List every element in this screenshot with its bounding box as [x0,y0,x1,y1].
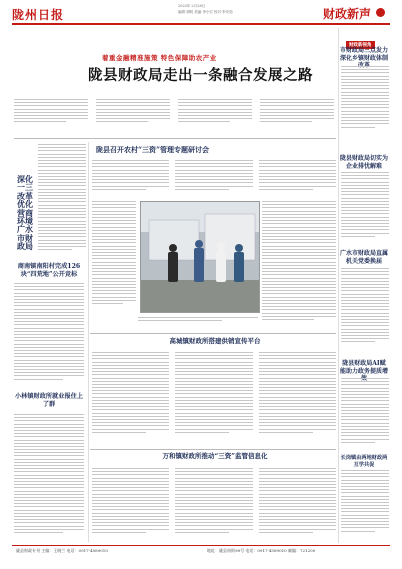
left-body-text-1 [38,144,86,256]
photo-illustration [141,202,259,312]
photo-caption [138,317,258,329]
newspaper-logo: 陇州日报 [12,8,65,22]
feature-body-text [14,99,334,133]
news-photo [140,201,260,313]
center-story-title-3: 万和镇财政所推动“三资”监管信息化 [162,452,268,460]
left-body-text-3 [14,414,84,540]
column-divider [88,142,89,542]
page-marker-icon [376,8,385,17]
right-story-title-3: 广水市财政局直属机关党委换届 [340,250,389,265]
column-divider [338,28,339,543]
right-story-title-1: 市财政局三点发力深化乡镇财政体制 [340,47,389,62]
photo-side-text-left [92,201,136,311]
footer-left: 陇县财政专刊 主编：王晓兰 电话：0917-4589010 [16,548,108,553]
right-story-body-5 [341,470,389,540]
feature-headline: 陇县财政局走出一条融合发展之路 [88,67,313,84]
column-tag: 财政新视角 [346,41,375,49]
right-story-title-4: 陇县财政局AI赋能助力政务提质增 [340,360,389,375]
right-story-title-2: 陇县财政局切实为企业排忧解难 [340,155,389,170]
section-title: 财政新声 [323,7,372,21]
center-story-title-2: 高城镇财政所搭建供销宣传平台 [169,337,261,345]
left-body-text-2 [14,283,84,383]
center-body-text-1 [92,160,336,198]
left-vertical-headline: 深化一三改革优化营商环境广水市财政局 [17,174,33,252]
section-divider [90,333,336,334]
masthead-rule [12,23,390,25]
right-story-body-3 [341,268,389,348]
feature-kicker: 着重金融精准施策 特色保障助农产业 [102,54,217,62]
center-body-text-2 [92,352,336,444]
footer-right: 地址：陇县南街98号 电话：0917-4589010 邮编：721200 [207,548,316,553]
issue-date: 2023年·2月28日 [178,4,206,8]
footer-rule [12,545,390,546]
editor-credits: 编辑·胡明 美编·李小宏 校对·李安茹 [178,10,233,14]
left-story-title-1: 商南镇南阳村完成126块“四荒地”公开竞标 [17,263,81,278]
center-body-text-3 [92,468,336,542]
meeting-headline: 陇县召开农村“三资”管理专题研讨会 [96,145,210,154]
right-story-body-2 [341,172,389,244]
right-story-title-5: 长岗镇由两地财政两互学共促 [340,455,388,468]
left-story-title-2: 小林镇财政所就业报住上了群 [14,393,84,408]
section-divider [14,138,336,139]
right-story-body-1 [341,66,389,134]
section-divider [90,449,336,450]
photo-side-text-right [262,201,336,329]
right-story-body-4 [341,378,389,450]
